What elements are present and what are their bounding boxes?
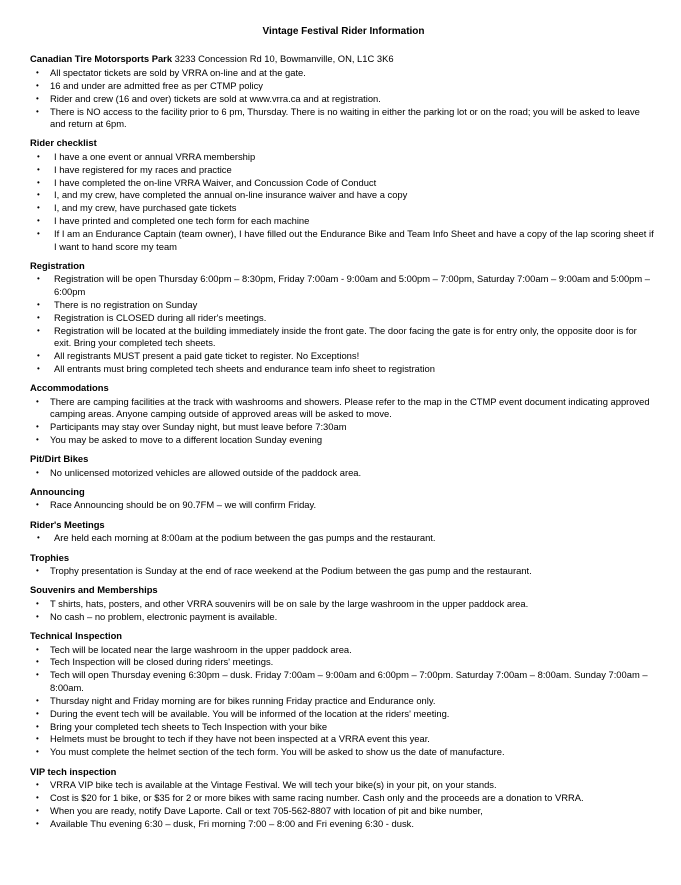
bullet-icon: • <box>36 805 39 815</box>
list-item-text: I have completed the on-line VRRA Waiver, and Concussion Code of Conduct <box>54 176 377 188</box>
list-item <box>30 467 655 479</box>
list-item-text: All spectator tickets are sold by VRRA on-line and at the gate. <box>50 66 306 78</box>
section-heading <box>30 630 655 642</box>
section-heading <box>30 766 655 778</box>
list-item <box>30 312 655 324</box>
section-heading-text: Pit/Dirt Bikes <box>30 453 89 465</box>
list-item <box>30 299 655 311</box>
list-item-text: Bring your completed tech sheets to Tech Inspection with your bike <box>50 720 328 732</box>
section-heading <box>30 453 655 465</box>
section <box>30 584 655 623</box>
list-item-text: VRRA VIP bike tech is available at the Vintage Festival. We will tech your bike(s) in your pit, on your stands. <box>50 779 497 791</box>
bullet-icon: • <box>36 80 39 90</box>
bullet-icon: • <box>36 93 39 103</box>
list-item <box>30 202 655 214</box>
section <box>30 630 655 759</box>
list-item <box>30 177 655 189</box>
list-item-text: T shirts, hats, posters, and other VRRA souvenirs will be on sale by the large washroom in the upper paddock area. <box>50 597 529 609</box>
section <box>30 519 655 545</box>
section-heading <box>30 519 655 531</box>
sections-container <box>30 53 655 830</box>
section-heading <box>30 137 655 149</box>
bullet-list <box>30 598 655 623</box>
list-item <box>30 151 655 163</box>
list-item-text: Helmets must be brought to tech if they have not been inspected at a VRRA event this year. <box>50 733 430 745</box>
bullet-list <box>30 396 655 447</box>
bullet-list <box>30 779 655 830</box>
bullet-icon: • <box>36 780 39 790</box>
section-heading-text: Canadian Tire Motorsports Park <box>30 53 173 65</box>
section-heading <box>30 584 655 596</box>
bullet-icon: • <box>37 216 40 226</box>
bullet-list <box>30 532 655 544</box>
section-heading <box>30 53 655 65</box>
bullet-icon: • <box>37 229 40 239</box>
bullet-list <box>30 151 655 253</box>
bullet-icon: • <box>37 151 40 161</box>
list-item <box>30 363 655 375</box>
list-item <box>30 189 655 201</box>
bullet-icon: • <box>36 818 39 828</box>
list-item-text: Registration will be located at the building immediately inside the front gate. The door facing the gate is for entry only, the opposite door is for exit. Bring your completed tech sheets. <box>54 324 637 348</box>
section <box>30 53 655 130</box>
bullet-icon: • <box>36 747 39 757</box>
bullet-icon: • <box>37 325 40 335</box>
bullet-icon: • <box>36 793 39 803</box>
section-heading-text: Souvenirs and Memberships <box>30 584 158 596</box>
document-title: Vintage Festival Rider Information <box>262 26 425 37</box>
section-heading <box>30 382 655 394</box>
bullet-icon: • <box>37 533 40 543</box>
list-item-text: Available Thu evening 6:30 – dusk, Fri morning 7:00 – 8:00 and Fri evening 6:30 - dusk. <box>50 817 414 829</box>
list-item <box>30 565 655 577</box>
list-item <box>30 532 655 544</box>
list-item <box>30 164 655 176</box>
list-item-text: If I am an Endurance Captain (team owner), I have filled out the Endurance Bike and Team Info Sheet and have a copy of the lap scoring sheet if I want to hand score my team <box>54 228 654 252</box>
section <box>30 552 655 578</box>
bullet-icon: • <box>36 500 39 510</box>
bullet-icon: • <box>37 190 40 200</box>
list-item-text: Tech will open Thursday evening 6:30pm – dusk. Friday 7:00am – 9:00am and 6:00pm – 7:00pm. Saturday 7:00am – 8:00am. Sunday 7:00am – 8:00am. <box>50 669 648 693</box>
list-item <box>30 611 655 623</box>
list-item <box>30 779 655 791</box>
list-item-text: You must complete the helmet section of the tech form. You will be asked to show us the date of manufacture. <box>50 746 505 758</box>
bullet-icon: • <box>36 657 39 667</box>
bullet-icon: • <box>37 164 40 174</box>
list-item-text: Registration will be open Thursday 6:00pm – 8:30pm, Friday 7:00am - 9:00am and 5:00pm – 7:00pm, Saturday 7:00am – 9:00am and 5:00pm – 6:00pm <box>54 273 651 297</box>
list-item <box>30 746 655 758</box>
section-heading <box>30 552 655 564</box>
list-item <box>30 598 655 610</box>
section-heading-text: Registration <box>30 260 85 271</box>
list-item <box>30 67 655 79</box>
list-item <box>30 656 655 668</box>
list-item <box>30 106 655 131</box>
list-item-text: There is NO access to the facility prior to 6 pm, Thursday. There is no waiting in either the parking lot or on the road; you will be asked to leave and return at 6pm. <box>50 105 640 129</box>
section-heading-text: Accommodations <box>30 382 109 394</box>
list-item <box>30 669 655 694</box>
section <box>30 486 655 512</box>
bullet-icon: • <box>37 203 40 213</box>
list-item <box>30 721 655 733</box>
bullet-icon: • <box>36 721 39 731</box>
bullet-list <box>30 467 655 479</box>
bullet-icon: • <box>36 67 39 77</box>
list-item-text: There is no registration on Sunday <box>54 298 198 310</box>
list-item <box>30 215 655 227</box>
bullet-icon: • <box>37 299 40 309</box>
section-heading-text: Technical Inspection <box>30 630 123 642</box>
list-item <box>30 499 655 511</box>
bullet-list <box>30 273 655 375</box>
list-item <box>30 93 655 105</box>
list-item-text: Race Announcing should be on 90.7FM – we will confirm Friday. <box>50 499 317 511</box>
list-item-text: No unlicensed motorized vehicles are allowed outside of the paddock area. <box>50 466 362 478</box>
bullet-icon: • <box>36 734 39 744</box>
bullet-icon: • <box>36 644 39 654</box>
list-item-text: All entrants must bring completed tech sheets and endurance team info sheet to registration <box>54 362 435 374</box>
list-item <box>30 396 655 421</box>
list-item <box>30 228 655 253</box>
list-item-text: I have registered for my races and practice <box>54 163 232 175</box>
section-address: 3233 Concession Rd 10, Bowmanville, ON, L1C 3K6 <box>174 53 394 65</box>
list-item <box>30 644 655 656</box>
list-item-text: All registrants MUST present a paid gate ticket to register. No Exceptions! <box>54 349 360 361</box>
list-item-text: I, and my crew, have purchased gate tickets <box>54 202 237 214</box>
bullet-icon: • <box>36 106 39 116</box>
list-item-text: Tech Inspection will be closed during riders' meetings. <box>50 656 274 668</box>
list-item <box>30 421 655 433</box>
list-item-text: 16 and under are admitted free as per CTMP policy <box>50 79 263 91</box>
bullet-icon: • <box>36 434 39 444</box>
list-item-text: I, and my crew, have completed the annual on-line insurance waiver and have a copy <box>54 189 408 201</box>
bullet-icon: • <box>36 467 39 477</box>
list-item <box>30 80 655 92</box>
bullet-icon: • <box>37 312 40 322</box>
bullet-icon: • <box>36 421 39 431</box>
section-heading <box>30 260 655 272</box>
bullet-list <box>30 67 655 131</box>
list-item <box>30 273 655 298</box>
list-item-text: Cost is $20 for 1 bike, or $35 for 2 or more bikes with same racing number. Cash only and the proceeds are a donation to VRRA. <box>50 792 584 804</box>
list-item-text: Thursday night and Friday morning are for bikes running Friday practice and Endurance only. <box>50 694 436 706</box>
list-item-text: You may be asked to move to a different location Sunday evening <box>50 433 323 445</box>
list-item <box>30 695 655 707</box>
list-item <box>30 792 655 804</box>
list-item <box>30 818 655 830</box>
bullet-icon: • <box>37 350 40 360</box>
section-heading-text: VIP tech inspection <box>30 765 117 777</box>
list-item <box>30 805 655 817</box>
list-item <box>30 434 655 446</box>
document <box>30 26 655 837</box>
list-item-text: No cash – no problem, electronic payment is available. <box>50 610 278 622</box>
bullet-icon: • <box>36 611 39 621</box>
list-item-text: Trophy presentation is Sunday at the end of race weekend at the Podium between the gas pump and the restaurant. <box>50 565 532 577</box>
section <box>30 260 655 375</box>
bullet-icon: • <box>36 695 39 705</box>
list-item-text: During the event tech will be available. You will be informed of the location at the riders' meeting. <box>50 707 450 719</box>
list-item-text: Tech will be located near the large washroom in the upper paddock area. <box>50 643 352 655</box>
bullet-icon: • <box>36 598 39 608</box>
bullet-icon: • <box>36 708 39 718</box>
list-item-text: Rider and crew (16 and over) tickets are sold at www.vrra.ca and at registration. <box>50 92 381 104</box>
section <box>30 766 655 831</box>
list-item <box>30 350 655 362</box>
list-item <box>30 733 655 745</box>
section <box>30 137 655 253</box>
list-item <box>30 325 655 350</box>
section <box>30 453 655 479</box>
list-item <box>30 708 655 720</box>
bullet-icon: • <box>37 177 40 187</box>
bullet-list <box>30 499 655 511</box>
list-item-text: I have printed and completed one tech form for each machine <box>54 215 310 227</box>
section-heading-text: Trophies <box>30 551 70 563</box>
bullet-icon: • <box>36 396 39 406</box>
bullet-icon: • <box>36 566 39 576</box>
section-heading-text: Rider checklist <box>30 137 97 149</box>
bullet-icon: • <box>36 670 39 680</box>
section-heading-text: Announcing <box>30 486 85 497</box>
section-heading <box>30 486 655 498</box>
list-item-text: Participants may stay over Sunday night, but must leave before 7:30am <box>50 420 347 432</box>
list-item-text: I have a one event or annual VRRA membership <box>54 150 256 162</box>
bullet-list <box>30 644 655 759</box>
list-item-text: There are camping facilities at the track with washrooms and showers. Please refer to the map in the CTMP event document indicating approved camping areas. Anyone camping outside of approved areas will be asked to move. <box>50 395 650 419</box>
section <box>30 382 655 446</box>
list-item-text: Are held each morning at 8:00am at the podium between the gas pumps and the restaurant. <box>54 532 436 544</box>
bullet-list <box>30 565 655 577</box>
bullet-icon: • <box>37 363 40 373</box>
section-heading-text: Rider's Meetings <box>30 518 105 530</box>
list-item-text: Registration is CLOSED during all rider's meetings. <box>54 311 267 323</box>
list-item-text: When you are ready, notify Dave Laporte. Call or text 705-562-8807 with location of pit and bike number, <box>50 804 483 816</box>
bullet-icon: • <box>37 274 40 284</box>
